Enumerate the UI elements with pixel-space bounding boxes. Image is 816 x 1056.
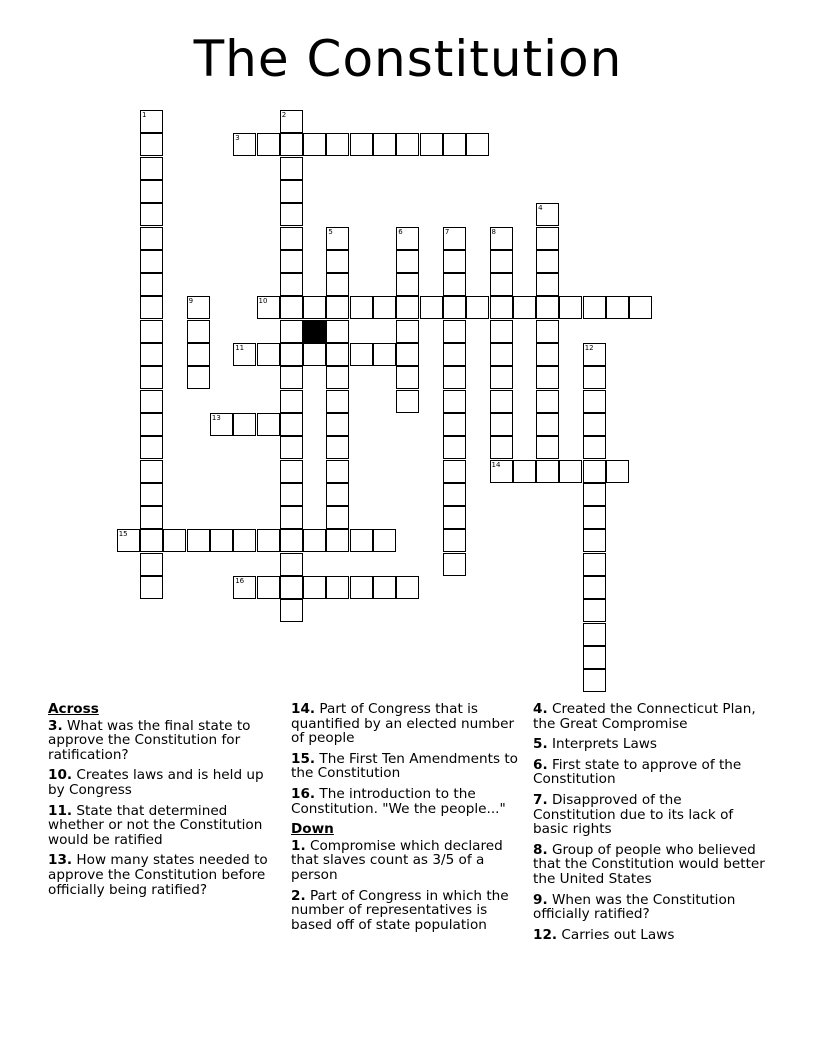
grid-cell[interactable] <box>326 296 349 319</box>
clue-number-label: 4. <box>533 701 548 717</box>
clue-text: State that determined whether or not the Constitution would be ratified <box>48 802 263 848</box>
clue-number-label: 10. <box>48 767 73 784</box>
grid-cell[interactable] <box>443 390 466 413</box>
grid-cell[interactable] <box>140 506 163 529</box>
grid-cell[interactable] <box>257 343 280 366</box>
grid-cell[interactable] <box>373 529 396 552</box>
grid-cell[interactable] <box>280 157 303 180</box>
grid-cell[interactable] <box>326 390 349 413</box>
grid-cell[interactable] <box>559 296 582 319</box>
grid-cell[interactable] <box>163 529 186 552</box>
grid-cell[interactable] <box>280 553 303 576</box>
grid-cell[interactable] <box>536 227 559 250</box>
grid-cell[interactable] <box>140 576 163 599</box>
grid-cell[interactable] <box>117 529 140 552</box>
clue-text: Created the Connecticut Plan, the Great Compromise <box>533 701 756 732</box>
grid-cell[interactable] <box>443 483 466 506</box>
grid-cell[interactable] <box>280 180 303 203</box>
clue-item <box>291 702 527 746</box>
grid-cell[interactable] <box>326 529 349 552</box>
grid-cell[interactable] <box>513 296 536 319</box>
grid-cell[interactable] <box>536 296 559 319</box>
grid-cell[interactable] <box>350 576 373 599</box>
clue-text: Group of people who believed that the Constitution would better the United States <box>533 841 765 887</box>
grid-cell[interactable] <box>420 296 443 319</box>
grid-cell[interactable] <box>583 436 606 459</box>
grid-cell[interactable] <box>490 296 513 319</box>
grid-cell[interactable] <box>490 227 513 250</box>
grid-cell[interactable] <box>443 320 466 343</box>
grid-cell[interactable] <box>257 529 280 552</box>
grid-cell[interactable] <box>280 110 303 133</box>
grid-cell[interactable] <box>326 436 349 459</box>
clue-number-label: 6. <box>533 756 548 773</box>
grid-cell[interactable] <box>280 483 303 506</box>
clue-text: Interprets Laws <box>547 736 657 753</box>
clue-number: 1 <box>142 111 147 119</box>
clue-number: 7 <box>444 227 450 236</box>
grid-cell[interactable] <box>140 227 163 250</box>
grid-cell[interactable] <box>373 343 396 366</box>
clue-item <box>533 737 765 752</box>
grid-cell[interactable] <box>210 529 233 552</box>
grid-cell[interactable] <box>140 157 163 180</box>
clue-item <box>291 889 527 933</box>
grid-cell[interactable] <box>280 343 303 366</box>
grid-cell[interactable] <box>233 343 256 366</box>
grid-cell[interactable] <box>140 460 163 483</box>
grid-cell[interactable] <box>396 320 419 343</box>
grid-cell[interactable] <box>536 320 559 343</box>
grid-cell[interactable] <box>443 133 466 156</box>
grid-cell[interactable] <box>583 669 606 692</box>
grid-cell[interactable] <box>303 343 326 366</box>
grid-cell[interactable] <box>187 343 210 366</box>
grid-cell[interactable] <box>583 506 606 529</box>
grid-cell[interactable] <box>303 529 326 552</box>
grid-cell[interactable] <box>326 227 349 250</box>
grid-cell[interactable] <box>326 413 349 436</box>
clue-number: 10 <box>258 297 268 306</box>
grid-cell[interactable] <box>187 366 210 389</box>
grid-cell[interactable] <box>396 576 419 599</box>
grid-cell[interactable] <box>326 483 349 506</box>
grid-cell[interactable] <box>513 460 536 483</box>
clue-item <box>533 893 765 922</box>
grid-cell[interactable] <box>536 250 559 273</box>
grid-cell[interactable] <box>257 296 280 319</box>
grid-cell[interactable] <box>326 343 349 366</box>
grid-cell[interactable] <box>140 180 163 203</box>
grid-cell[interactable] <box>140 250 163 273</box>
clue-item <box>48 804 280 848</box>
clue-item <box>48 853 280 897</box>
clue-item <box>291 752 527 781</box>
grid-cell[interactable] <box>583 390 606 413</box>
clue-number-label: 3. <box>48 717 63 734</box>
grid-cell[interactable] <box>443 436 466 459</box>
grid-cell[interactable] <box>490 460 513 483</box>
clue-column-2 <box>291 702 527 938</box>
clue-number: 12 <box>584 344 594 352</box>
grid-cell[interactable] <box>536 436 559 459</box>
grid-cell[interactable] <box>583 460 606 483</box>
grid-cell[interactable] <box>443 553 466 576</box>
grid-cell[interactable] <box>443 413 466 436</box>
grid-cell[interactable] <box>326 506 349 529</box>
grid-cell[interactable] <box>583 296 606 319</box>
grid-cell[interactable] <box>396 296 419 319</box>
clue-item <box>48 719 280 763</box>
grid-cell[interactable] <box>303 296 326 319</box>
grid-cell[interactable] <box>140 320 163 343</box>
clue-text: The introduction to the Constitution. "We the people..." <box>291 785 506 817</box>
grid-cell[interactable] <box>443 529 466 552</box>
grid-cell[interactable] <box>257 413 280 436</box>
grid-cell[interactable] <box>350 529 373 552</box>
clue-text: Creates laws and is held up by Congress <box>48 767 264 798</box>
grid-cell[interactable] <box>280 227 303 250</box>
grid-cell[interactable] <box>140 483 163 506</box>
grid-cell[interactable] <box>280 203 303 226</box>
grid-cell[interactable] <box>536 273 559 296</box>
grid-cell[interactable] <box>140 436 163 459</box>
grid-cell[interactable] <box>280 436 303 459</box>
grid-cell[interactable] <box>350 296 373 319</box>
grid-cell[interactable] <box>210 413 233 436</box>
grid-cell[interactable] <box>629 296 652 319</box>
grid-cell[interactable] <box>396 366 419 389</box>
grid-cell[interactable] <box>396 390 419 413</box>
clue-item <box>533 928 765 943</box>
clue-item <box>291 839 527 883</box>
clue-text: Disapproved of the Constitution due to its lack of basic rights <box>533 791 734 838</box>
grid-cell[interactable] <box>187 320 210 343</box>
clue-number-label: 8. <box>533 841 548 858</box>
clue-number: 5 <box>328 227 333 236</box>
grid-cell[interactable] <box>443 296 466 319</box>
grid-cell[interactable] <box>536 390 559 413</box>
grid-cell[interactable] <box>140 343 163 366</box>
grid-cell[interactable] <box>280 576 303 599</box>
grid-cell[interactable] <box>490 436 513 459</box>
grid-cell[interactable] <box>280 133 303 156</box>
grid-cell[interactable] <box>280 320 303 343</box>
clue-text: First state to approve of the Constitution <box>533 756 742 788</box>
grid-cell[interactable] <box>280 366 303 389</box>
grid-cell[interactable] <box>140 273 163 296</box>
clue-item <box>533 843 765 887</box>
clue-number-label: 9. <box>533 891 548 908</box>
grid-cell[interactable] <box>420 133 443 156</box>
grid-cell[interactable] <box>583 483 606 506</box>
grid-cell[interactable] <box>187 529 210 552</box>
grid-cell[interactable] <box>583 366 606 389</box>
grid-cell[interactable] <box>140 110 163 133</box>
grid-cell[interactable] <box>396 133 419 156</box>
grid-cell[interactable] <box>233 576 256 599</box>
clue-number: 3 <box>235 134 240 143</box>
clue-number: 13 <box>211 413 221 422</box>
clue-item <box>533 702 765 731</box>
grid-cell[interactable] <box>326 320 349 343</box>
grid-cell[interactable] <box>490 273 513 296</box>
grid-cell[interactable] <box>606 460 629 483</box>
grid-cell[interactable] <box>280 599 303 622</box>
grid-cell[interactable] <box>536 343 559 366</box>
grid-cell[interactable] <box>396 343 419 366</box>
grid-cell[interactable] <box>140 390 163 413</box>
clue-text: Part of Congress in which the number of representatives is based off of state population <box>291 887 509 933</box>
clue-text: What was the final state to approve the Constitution for ratification? <box>48 717 251 763</box>
grid-cell[interactable] <box>466 133 489 156</box>
black-square <box>303 320 326 343</box>
clue-text: Carries out Laws <box>557 926 675 943</box>
grid-cell[interactable] <box>443 506 466 529</box>
clue-number: 16 <box>235 577 245 585</box>
clue-number: 15 <box>118 530 128 539</box>
grid-cell[interactable] <box>583 576 606 599</box>
grid-cell[interactable] <box>536 413 559 436</box>
clue-item <box>291 787 527 816</box>
grid-cell[interactable] <box>490 343 513 366</box>
grid-cell[interactable] <box>326 250 349 273</box>
grid-cell[interactable] <box>490 390 513 413</box>
clue-number: 8 <box>491 227 496 236</box>
clue-text: Compromise which declared that slaves count as 3/5 of a person <box>291 837 503 883</box>
puzzle-title: The Constitution <box>193 30 623 88</box>
clue-number-label: 7. <box>533 791 548 808</box>
grid-cell[interactable] <box>583 553 606 576</box>
grid-cell[interactable] <box>373 296 396 319</box>
grid-cell[interactable] <box>280 390 303 413</box>
grid-cell[interactable] <box>490 366 513 389</box>
grid-cell[interactable] <box>280 413 303 436</box>
across-heading: Across <box>48 701 99 717</box>
grid-cell[interactable] <box>350 343 373 366</box>
grid-cell[interactable] <box>443 366 466 389</box>
grid-cell[interactable] <box>326 273 349 296</box>
clue-number: 11 <box>235 344 245 352</box>
grid-cell[interactable] <box>536 203 559 226</box>
grid-cell[interactable] <box>583 646 606 669</box>
grid-cell[interactable] <box>396 250 419 273</box>
grid-cell[interactable] <box>490 250 513 273</box>
grid-cell[interactable] <box>303 576 326 599</box>
clue-number-label: 15. <box>291 750 316 767</box>
clue-column-1 <box>48 702 280 903</box>
grid-cell[interactable] <box>326 366 349 389</box>
clue-number: 9 <box>188 297 194 306</box>
grid-cell[interactable] <box>140 366 163 389</box>
clue-number-label: 2. <box>291 887 306 904</box>
grid-cell[interactable] <box>257 133 280 156</box>
grid-cell[interactable] <box>490 320 513 343</box>
clue-item <box>48 768 280 797</box>
grid-cell[interactable] <box>280 460 303 483</box>
clue-text: The First Ten Amendments to the Constitution <box>291 750 518 782</box>
grid-cell[interactable] <box>280 529 303 552</box>
grid-cell[interactable] <box>583 623 606 646</box>
grid-cell[interactable] <box>536 366 559 389</box>
grid-cell[interactable] <box>396 273 419 296</box>
grid-cell[interactable] <box>443 343 466 366</box>
grid-cell[interactable] <box>350 133 373 156</box>
grid-cell[interactable] <box>583 599 606 622</box>
grid-cell[interactable] <box>303 133 326 156</box>
grid-cell[interactable] <box>140 203 163 226</box>
grid-cell[interactable] <box>233 133 256 156</box>
clue-number: 14 <box>491 460 501 469</box>
grid-cell[interactable] <box>536 460 559 483</box>
clue-text: How many states needed to approve the Constitution before officially being ratified? <box>48 852 268 898</box>
grid-cell[interactable] <box>280 273 303 296</box>
grid-cell[interactable] <box>326 576 349 599</box>
grid-cell[interactable] <box>396 227 419 250</box>
grid-cell[interactable] <box>443 460 466 483</box>
clue-column-3 <box>533 702 765 948</box>
down-heading: Down <box>291 821 334 838</box>
grid-cell[interactable] <box>326 133 349 156</box>
grid-cell[interactable] <box>373 133 396 156</box>
clue-number-label: 13. <box>48 852 73 869</box>
grid-cell[interactable] <box>490 413 513 436</box>
grid-cell[interactable] <box>187 296 210 319</box>
clue-item <box>533 758 765 787</box>
grid-cell[interactable] <box>583 343 606 366</box>
grid-cell[interactable] <box>583 529 606 552</box>
grid-cell[interactable] <box>280 506 303 529</box>
grid-cell[interactable] <box>443 227 466 250</box>
clue-number: 6 <box>398 227 403 236</box>
grid-cell[interactable] <box>583 413 606 436</box>
grid-cell[interactable] <box>233 413 256 436</box>
grid-cell[interactable] <box>280 250 303 273</box>
clue-number: 2 <box>281 111 287 119</box>
clue-number-label: 1. <box>291 837 306 854</box>
grid-cell[interactable] <box>140 413 163 436</box>
clue-number-label: 16. <box>291 785 316 802</box>
clue-text: When was the Constitution officially ratified? <box>533 891 736 923</box>
grid-cell[interactable] <box>373 576 396 599</box>
grid-cell[interactable] <box>257 576 280 599</box>
clue-number: 4 <box>538 204 543 213</box>
grid-cell[interactable] <box>280 296 303 319</box>
clue-item <box>533 793 765 837</box>
clue-number-label: 14. <box>291 701 316 717</box>
grid-cell[interactable] <box>140 553 163 576</box>
clue-number-label: 12. <box>533 926 558 943</box>
grid-cell[interactable] <box>233 529 256 552</box>
grid-cell[interactable] <box>443 250 466 273</box>
clue-text: Part of Congress that is quantified by an elected number of people <box>291 701 515 747</box>
grid-cell[interactable] <box>326 460 349 483</box>
clue-number-label: 11. <box>48 802 73 819</box>
grid-cell[interactable] <box>140 133 163 156</box>
grid-cell[interactable] <box>559 460 582 483</box>
grid-cell[interactable] <box>606 296 629 319</box>
grid-cell[interactable] <box>443 273 466 296</box>
clue-number-label: 5. <box>533 736 548 753</box>
grid-cell[interactable] <box>466 296 489 319</box>
grid-cell[interactable] <box>140 296 163 319</box>
grid-cell[interactable] <box>140 529 163 552</box>
